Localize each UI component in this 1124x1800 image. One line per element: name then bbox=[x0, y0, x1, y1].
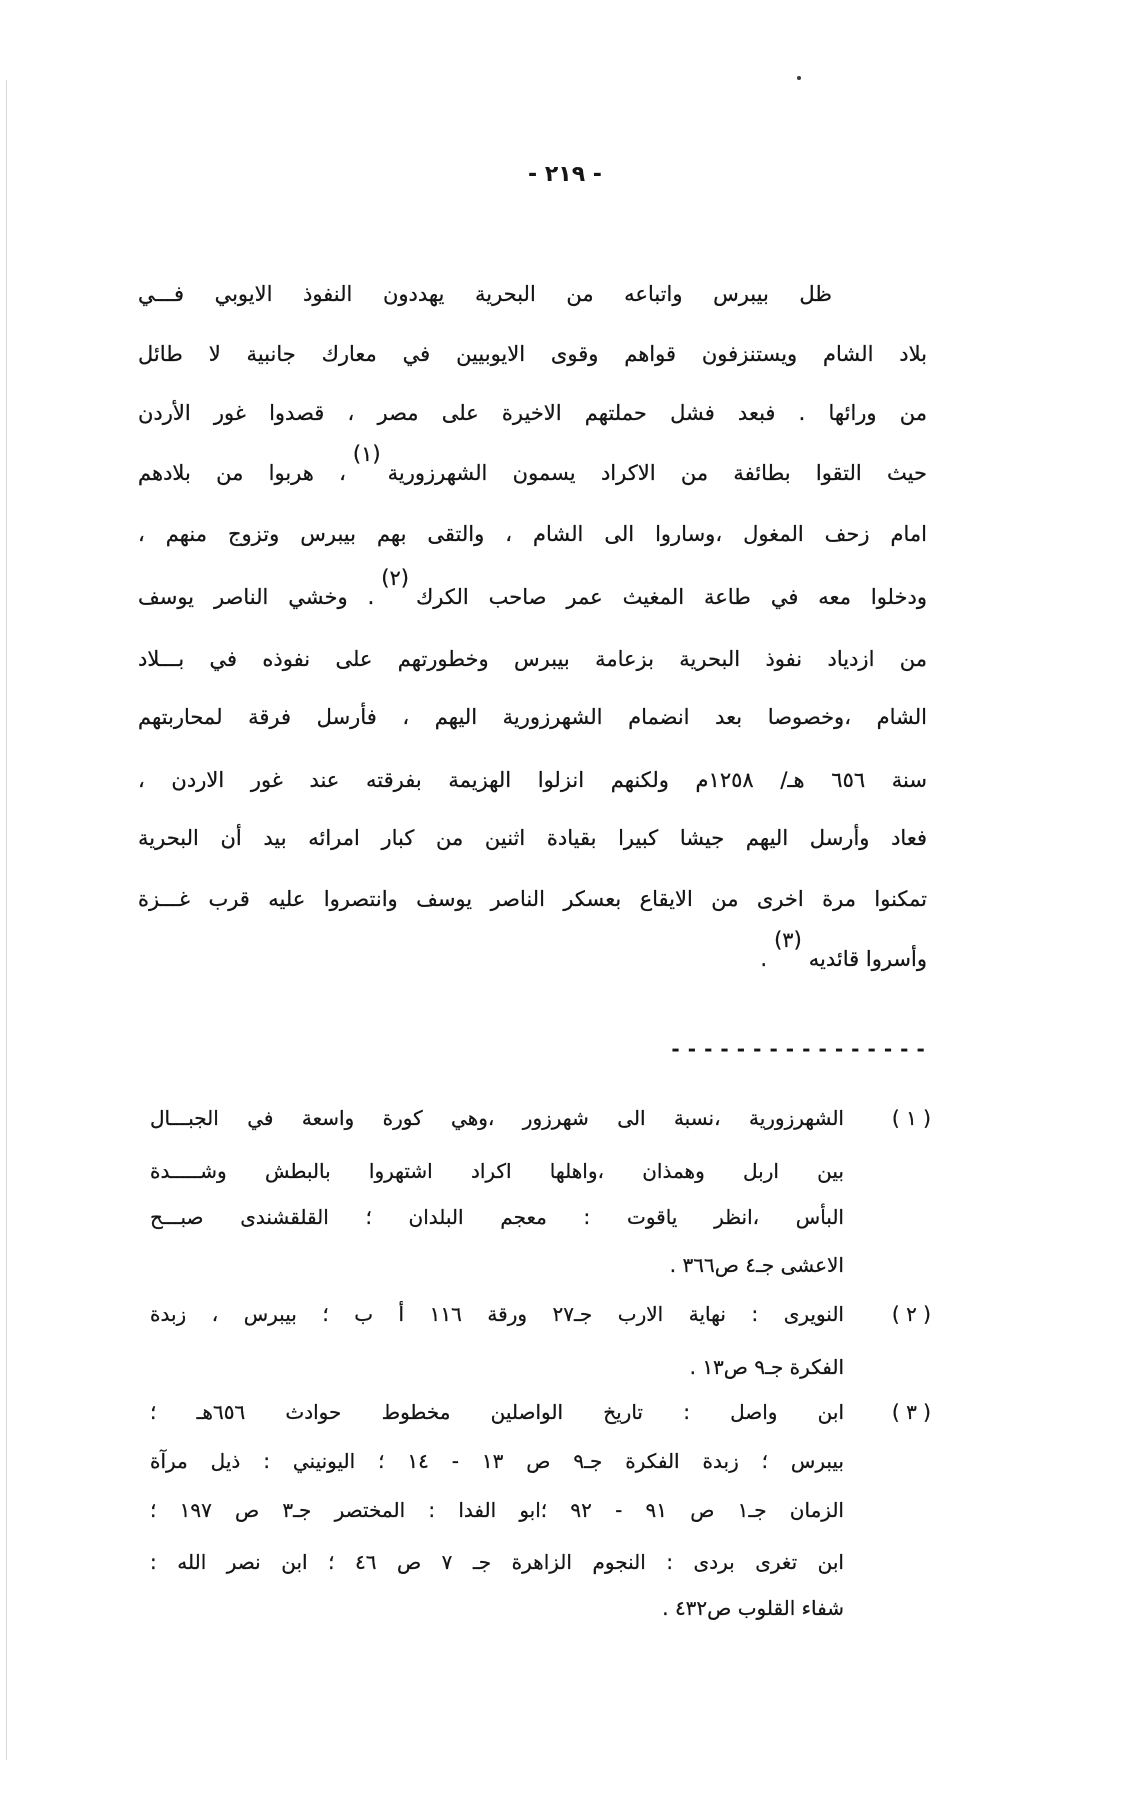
footnote-line-text: شفاء القلوب ص٤٣٢ . bbox=[662, 1596, 844, 1620]
footnote-line bbox=[150, 1151, 844, 1191]
footnote-line bbox=[150, 1588, 844, 1628]
body-line-text: . وخشي الناصر يوسف bbox=[138, 585, 375, 609]
body-line-text: سنة ٦٥٦ هـ/ ١٢٥٨م ولكنهم انزلوا الهزيمة بفرقته عند غور الاردن ، bbox=[138, 768, 927, 792]
body-line-text: من ازدياد نفوذ البحرية بزعامة بيبرس وخطورتهم على نفوذه في بـــلاد bbox=[138, 647, 927, 671]
body-line-text-group bbox=[138, 566, 927, 609]
body-line-text: تمكنوا مرة اخرى من الايقاع بعسكر الناصر يوسف وانتصروا عليه قرب غـــزة bbox=[138, 887, 927, 911]
body-line-text: ودخلوا معه في طاعة المغيث عمر صاحب الكرك bbox=[415, 585, 927, 609]
footnote-line-text: الزمان جـ١ ص ٩١ - ٩٢ ؛ابو الفدا : المختصر جـ٣ ص ١٩٧ ؛ bbox=[150, 1498, 844, 1522]
footnote-line-text: الشهرزورية ،نسبة الى شهرزور ،وهي كورة واسعة في الجبـــال bbox=[150, 1106, 844, 1130]
body-line-text: بلاد الشام ويستنزفون قواهم وقوى الايوبيين في معارك جانبية لا طائل bbox=[138, 342, 927, 366]
footnote-marker-3: ( ٣ ) bbox=[891, 1400, 931, 1424]
body-line-text: ظل بيبرس واتباعه من البحرية يهددون النفوذ الايوبي فـــي bbox=[138, 282, 832, 306]
body-line-3 bbox=[138, 393, 927, 433]
footnote-line-text: بيبرس ؛ زبدة الفكرة جـ٩ ص ١٣ - ١٤ ؛ اليونيني : ذيل مرآة bbox=[149, 1449, 844, 1473]
body-line-10 bbox=[138, 818, 927, 858]
footnote-ref-1: (١) bbox=[352, 442, 381, 467]
body-line-text: . bbox=[760, 947, 768, 971]
footnote-line bbox=[150, 1294, 844, 1334]
footnote-line bbox=[150, 1490, 844, 1530]
footnote-line-text: بين اربل وهمذان ،واهلها اكراد اشتهروا بالبطش وشـــــدة bbox=[150, 1159, 844, 1183]
body-line-text: وأسروا قائديه bbox=[808, 947, 927, 971]
body-line-8 bbox=[138, 697, 927, 737]
scan-edge-line bbox=[6, 80, 7, 1760]
footnote-line-text: ابن تغرى بردى : النجوم الزاهرة جـ ٧ ص ٤٦ ؛ ابن نصر الله : bbox=[150, 1550, 844, 1574]
body-line-2 bbox=[138, 334, 927, 374]
body-line-text: امام زحف المغول ،وساروا الى الشام ، والتقى بهم بيبرس وتزوج منهم ، bbox=[138, 522, 927, 546]
footnote-line-text: ابن واصل : تاريخ الواصلين مخطوط حوادث ٦٥٦هـ ؛ bbox=[150, 1400, 844, 1424]
body-line-12 bbox=[138, 928, 927, 979]
footnote-line bbox=[150, 1197, 844, 1237]
body-line-text-group bbox=[138, 442, 927, 485]
footnote-line bbox=[150, 1542, 844, 1582]
footnote-line-text: الفكرة جـ٩ ص١٣ . bbox=[689, 1355, 844, 1379]
body-line-text: فعاد وأرسل اليهم جيشا كبيرا بقيادة اثنين من كبار امرائه بيد أن البحرية bbox=[138, 826, 927, 850]
page-number: - ٢١٩ - bbox=[528, 162, 602, 187]
body-line-text-group bbox=[760, 928, 927, 971]
body-line-text: ، هربوا من بلادهم bbox=[138, 461, 346, 485]
body-line-7 bbox=[138, 639, 927, 679]
body-line-1 bbox=[138, 274, 832, 314]
body-line-text: الشام ،وخصوصا بعد انضمام الشهرزورية اليهم ، فأرسل فرقة لمحاربتهم bbox=[138, 705, 927, 729]
footnote-ref-2: (٢) bbox=[381, 566, 409, 591]
body-line-4 bbox=[138, 442, 927, 493]
footnote-ref-3: (٣) bbox=[774, 928, 802, 953]
footnote-line bbox=[150, 1441, 844, 1481]
footnote-line bbox=[150, 1347, 844, 1387]
footnote-line-text: الاعشى جـ٤ ص٣٦٦ . bbox=[669, 1253, 844, 1277]
body-line-5 bbox=[138, 514, 927, 554]
body-line-6 bbox=[138, 566, 927, 617]
scan-speck bbox=[797, 76, 801, 80]
footnote-line bbox=[150, 1245, 844, 1285]
footnote-line-text: النويرى : نهاية الارب جـ٢٧ ورقة ١١٦ أ ب ؛ بيبرس ، زبدة bbox=[150, 1302, 844, 1326]
body-line-text: من ورائها . فبعد فشل حملتهم الاخيرة على مصر ، قصدوا غور الأردن bbox=[138, 401, 927, 425]
footnote-separator: ---------------- bbox=[669, 1037, 931, 1061]
footnote-marker-1: ( ١ ) bbox=[891, 1106, 931, 1130]
footnote-line bbox=[150, 1098, 844, 1138]
body-line-11 bbox=[138, 879, 927, 919]
footnote-line-text: البأس ،انظر ياقوت : معجم البلدان ؛ القلقشندى صبـــح bbox=[150, 1205, 844, 1229]
footnote-line bbox=[150, 1392, 844, 1432]
footnote-marker-2: ( ٢ ) bbox=[891, 1302, 931, 1326]
body-line-text: حيث التقوا بطائفة من الاكراد يسمون الشهرزورية bbox=[387, 461, 927, 485]
body-line-9 bbox=[138, 760, 927, 800]
